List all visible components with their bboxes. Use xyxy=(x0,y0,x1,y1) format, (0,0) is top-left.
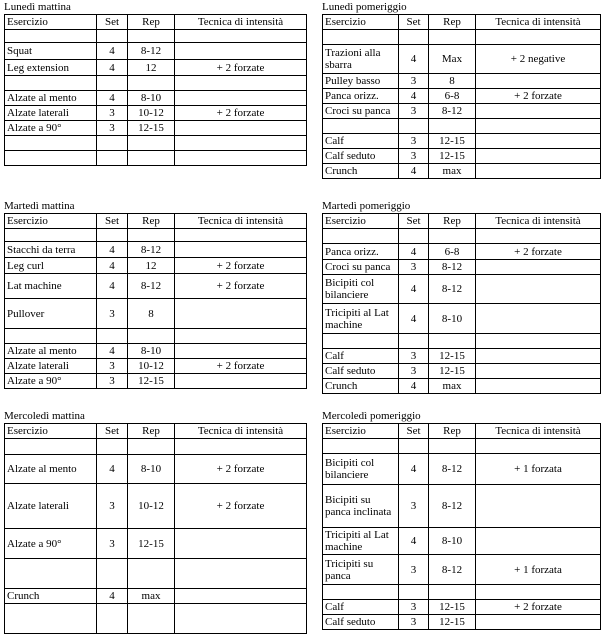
rep-cell: 12-15 xyxy=(429,615,476,630)
table-row xyxy=(5,299,307,329)
technique-cell: + 2 forzate xyxy=(175,106,307,121)
set-cell: 4 xyxy=(399,379,429,394)
header-esercizio: Esercizio xyxy=(5,15,97,30)
block-title: Lunedì pomeriggio xyxy=(322,1,407,13)
table-row xyxy=(323,260,601,275)
set-cell: 4 xyxy=(97,274,128,299)
rep-cell xyxy=(128,136,175,151)
table-row xyxy=(5,91,307,106)
exercise-cell xyxy=(5,151,97,166)
table-row xyxy=(5,484,307,529)
technique-cell: + 2 forzate xyxy=(476,89,601,104)
technique-cell xyxy=(476,528,601,555)
set-cell xyxy=(399,439,429,454)
table-row xyxy=(323,229,601,244)
rep-cell: 8-12 xyxy=(429,260,476,275)
table-row xyxy=(323,454,601,485)
set-cell: 4 xyxy=(97,589,128,604)
set-cell: 3 xyxy=(399,104,429,119)
technique-cell xyxy=(476,485,601,528)
technique-cell xyxy=(175,589,307,604)
header-set: Set xyxy=(399,424,429,439)
header-esercizio: Esercizio xyxy=(323,214,399,229)
exercise-cell: Bicipiti col bilanciere xyxy=(323,275,399,304)
header-rep: Rep xyxy=(128,15,175,30)
exercise-cell: Alzate al mento xyxy=(5,344,97,359)
table-row xyxy=(323,528,601,555)
exercise-cell: Crunch xyxy=(323,379,399,394)
set-cell xyxy=(399,119,429,134)
table-row xyxy=(323,364,601,379)
rep-cell: 12-15 xyxy=(128,529,175,559)
set-cell: 4 xyxy=(97,91,128,106)
workout-table xyxy=(4,14,307,166)
technique-cell xyxy=(175,299,307,329)
exercise-cell: Trazioni alla sbarra xyxy=(323,45,399,74)
exercise-cell: Bicipiti su panca inclinata xyxy=(323,485,399,528)
header-rep: Rep xyxy=(429,424,476,439)
table-row xyxy=(5,604,307,634)
set-cell: 4 xyxy=(399,164,429,179)
set-cell: 3 xyxy=(97,106,128,121)
set-cell: 3 xyxy=(97,484,128,529)
table-row xyxy=(5,136,307,151)
table-row xyxy=(5,439,307,455)
block-title: Mercoledì pomeriggio xyxy=(322,410,421,422)
rep-cell: 12-15 xyxy=(128,374,175,389)
rep-cell xyxy=(429,119,476,134)
table-row xyxy=(323,349,601,364)
rep-cell: 8-12 xyxy=(429,555,476,585)
rep-cell xyxy=(128,229,175,242)
exercise-cell xyxy=(5,439,97,455)
table-row xyxy=(323,244,601,260)
table-row xyxy=(323,585,601,600)
rep-cell: 8-12 xyxy=(429,104,476,119)
exercise-cell: Tricipiti su panca xyxy=(323,555,399,585)
workout-table xyxy=(322,213,601,394)
workout-table xyxy=(322,423,601,630)
rep-cell: 12-15 xyxy=(429,364,476,379)
table-row xyxy=(323,119,601,134)
technique-cell xyxy=(175,344,307,359)
rep-cell xyxy=(128,151,175,166)
table-row xyxy=(5,106,307,121)
set-cell xyxy=(97,439,128,455)
table-row xyxy=(5,242,307,258)
header-set: Set xyxy=(97,214,128,229)
rep-cell: 8-12 xyxy=(128,242,175,258)
rep-cell: 8-10 xyxy=(128,455,175,484)
technique-cell xyxy=(476,134,601,149)
technique-cell xyxy=(175,136,307,151)
header-tecnica: Tecnica di intensità xyxy=(476,15,601,30)
table-row xyxy=(323,304,601,334)
set-cell: 4 xyxy=(97,60,128,76)
exercise-cell: Alzate laterali xyxy=(5,359,97,374)
technique-cell: + 1 forzata xyxy=(476,555,601,585)
exercise-cell xyxy=(323,229,399,244)
table-row xyxy=(5,30,307,43)
rep-cell xyxy=(429,439,476,454)
exercise-cell xyxy=(5,229,97,242)
rep-cell: 12 xyxy=(128,258,175,274)
set-cell: 4 xyxy=(399,454,429,485)
rep-cell xyxy=(128,559,175,589)
technique-cell: + 2 forzate xyxy=(476,600,601,615)
exercise-cell: Leg extension xyxy=(5,60,97,76)
table-row xyxy=(5,229,307,242)
exercise-cell: Alzate al mento xyxy=(5,91,97,106)
technique-cell xyxy=(175,439,307,455)
set-cell: 3 xyxy=(399,555,429,585)
rep-cell: 8-12 xyxy=(128,43,175,60)
set-cell xyxy=(97,151,128,166)
rep-cell: 8-10 xyxy=(128,91,175,106)
technique-cell xyxy=(175,242,307,258)
exercise-cell xyxy=(323,334,399,349)
technique-cell: + 2 forzate xyxy=(175,274,307,299)
set-cell: 3 xyxy=(399,349,429,364)
exercise-cell: Lat machine xyxy=(5,274,97,299)
table-row xyxy=(323,334,601,349)
set-cell: 4 xyxy=(399,45,429,74)
exercise-cell: Alzate a 90° xyxy=(5,121,97,136)
technique-cell xyxy=(476,615,601,630)
exercise-cell: Crunch xyxy=(323,164,399,179)
rep-cell: 12-15 xyxy=(128,121,175,136)
exercise-cell: Calf xyxy=(323,600,399,615)
rep-cell: 8 xyxy=(429,74,476,89)
rep-cell: 12-15 xyxy=(429,134,476,149)
exercise-cell: Pulley basso xyxy=(323,74,399,89)
header-set: Set xyxy=(399,15,429,30)
technique-cell: + 2 forzate xyxy=(175,60,307,76)
header-rep: Rep xyxy=(128,214,175,229)
table-row xyxy=(323,555,601,585)
table-row xyxy=(323,104,601,119)
set-cell: 3 xyxy=(97,299,128,329)
header-row xyxy=(323,214,601,229)
rep-cell: max xyxy=(429,164,476,179)
header-tecnica: Tecnica di intensità xyxy=(175,214,307,229)
exercise-cell: Leg curl xyxy=(5,258,97,274)
rep-cell: 8-10 xyxy=(128,344,175,359)
table-row xyxy=(5,121,307,136)
rep-cell: 8-10 xyxy=(429,304,476,334)
rep-cell: 8-12 xyxy=(128,274,175,299)
block-title: Martedì pomeriggio xyxy=(322,200,411,212)
technique-cell: + 2 forzate xyxy=(175,484,307,529)
header-row xyxy=(323,424,601,439)
rep-cell: 8-10 xyxy=(429,528,476,555)
set-cell xyxy=(97,136,128,151)
exercise-cell: Alzate laterali xyxy=(5,484,97,529)
exercise-cell xyxy=(5,30,97,43)
workout-table xyxy=(322,14,601,179)
table-row xyxy=(323,485,601,528)
set-cell: 3 xyxy=(399,600,429,615)
technique-cell: + 2 forzate xyxy=(175,455,307,484)
rep-cell xyxy=(128,329,175,344)
exercise-cell: Stacchi da terra xyxy=(5,242,97,258)
exercise-cell: Alzate a 90° xyxy=(5,529,97,559)
set-cell xyxy=(97,229,128,242)
technique-cell xyxy=(476,349,601,364)
technique-cell xyxy=(476,104,601,119)
exercise-cell: Croci su panca xyxy=(323,104,399,119)
table-row xyxy=(5,258,307,274)
set-cell xyxy=(399,585,429,600)
table-row xyxy=(323,30,601,45)
header-esercizio: Esercizio xyxy=(5,214,97,229)
rep-cell: 10-12 xyxy=(128,106,175,121)
table-row xyxy=(5,43,307,60)
table-row xyxy=(5,151,307,166)
set-cell: 4 xyxy=(97,43,128,60)
header-tecnica: Tecnica di intensità xyxy=(175,424,307,439)
rep-cell xyxy=(429,585,476,600)
set-cell xyxy=(97,604,128,634)
exercise-cell: Bicipiti col bilanciere xyxy=(323,454,399,485)
technique-cell xyxy=(476,304,601,334)
table-row xyxy=(5,529,307,559)
header-esercizio: Esercizio xyxy=(323,15,399,30)
exercise-cell: Calf xyxy=(323,134,399,149)
technique-cell xyxy=(476,260,601,275)
rep-cell: 12-15 xyxy=(429,349,476,364)
block-title: Mercoledì mattina xyxy=(4,410,85,422)
technique-cell xyxy=(175,30,307,43)
table-row xyxy=(5,274,307,299)
exercise-cell: Crunch xyxy=(5,589,97,604)
exercise-cell xyxy=(5,604,97,634)
table-row xyxy=(323,89,601,104)
exercise-cell: Alzate a 90° xyxy=(5,374,97,389)
set-cell: 3 xyxy=(97,121,128,136)
header-tecnica: Tecnica di intensità xyxy=(476,424,601,439)
table-row xyxy=(5,359,307,374)
technique-cell xyxy=(476,379,601,394)
header-tecnica: Tecnica di intensità xyxy=(175,15,307,30)
rep-cell: 8-12 xyxy=(429,485,476,528)
table-row xyxy=(5,329,307,344)
rep-cell: 6-8 xyxy=(429,244,476,260)
set-cell xyxy=(97,329,128,344)
rep-cell: max xyxy=(128,589,175,604)
technique-cell xyxy=(175,151,307,166)
rep-cell xyxy=(128,439,175,455)
set-cell: 3 xyxy=(399,364,429,379)
set-cell: 3 xyxy=(97,529,128,559)
rep-cell xyxy=(128,604,175,634)
rep-cell xyxy=(128,76,175,91)
technique-cell xyxy=(175,559,307,589)
technique-cell xyxy=(175,229,307,242)
rep-cell: 10-12 xyxy=(128,484,175,529)
table-row xyxy=(323,439,601,454)
exercise-cell: Calf xyxy=(323,349,399,364)
technique-cell xyxy=(476,439,601,454)
set-cell: 3 xyxy=(399,260,429,275)
header-rep: Rep xyxy=(429,214,476,229)
set-cell xyxy=(97,559,128,589)
header-esercizio: Esercizio xyxy=(5,424,97,439)
rep-cell: 8 xyxy=(128,299,175,329)
exercise-cell: Calf seduto xyxy=(323,364,399,379)
exercise-cell xyxy=(5,559,97,589)
exercise-cell: Squat xyxy=(5,43,97,60)
table-row xyxy=(5,455,307,484)
table-row xyxy=(323,134,601,149)
rep-cell: Max xyxy=(429,45,476,74)
set-cell xyxy=(399,334,429,349)
technique-cell xyxy=(175,91,307,106)
header-set: Set xyxy=(97,15,128,30)
technique-cell xyxy=(175,529,307,559)
set-cell: 3 xyxy=(399,149,429,164)
technique-cell xyxy=(476,229,601,244)
set-cell: 4 xyxy=(97,455,128,484)
technique-cell xyxy=(476,119,601,134)
table-row xyxy=(323,275,601,304)
technique-cell: + 2 forzate xyxy=(175,258,307,274)
table-row xyxy=(323,149,601,164)
header-set: Set xyxy=(399,214,429,229)
rep-cell: 12-15 xyxy=(429,600,476,615)
rep-cell: 8-12 xyxy=(429,454,476,485)
set-cell: 4 xyxy=(399,244,429,260)
technique-cell xyxy=(476,334,601,349)
technique-cell xyxy=(476,74,601,89)
set-cell: 4 xyxy=(399,304,429,334)
header-tecnica: Tecnica di intensità xyxy=(476,214,601,229)
exercise-cell xyxy=(323,30,399,45)
workout-table xyxy=(4,213,307,389)
block-title: Lunedì mattina xyxy=(4,1,71,13)
exercise-cell xyxy=(323,439,399,454)
rep-cell: 12 xyxy=(128,60,175,76)
workout-table xyxy=(4,423,307,634)
rep-cell xyxy=(429,30,476,45)
technique-cell xyxy=(476,585,601,600)
set-cell xyxy=(399,229,429,244)
header-set: Set xyxy=(97,424,128,439)
table-row xyxy=(323,615,601,630)
technique-cell xyxy=(175,374,307,389)
technique-cell: + 1 forzata xyxy=(476,454,601,485)
rep-cell: max xyxy=(429,379,476,394)
exercise-cell: Pullover xyxy=(5,299,97,329)
rep-cell: 8-12 xyxy=(429,275,476,304)
set-cell: 3 xyxy=(399,134,429,149)
rep-cell: 6-8 xyxy=(429,89,476,104)
exercise-cell: Tricipiti al Lat machine xyxy=(323,528,399,555)
header-esercizio: Esercizio xyxy=(323,424,399,439)
table-row xyxy=(5,344,307,359)
table-row xyxy=(323,164,601,179)
rep-cell xyxy=(429,229,476,244)
table-row xyxy=(5,559,307,589)
technique-cell: + 2 negative xyxy=(476,45,601,74)
table-row xyxy=(5,60,307,76)
set-cell: 4 xyxy=(399,275,429,304)
technique-cell xyxy=(476,30,601,45)
table-row xyxy=(323,45,601,74)
technique-cell xyxy=(476,149,601,164)
header-row xyxy=(5,424,307,439)
technique-cell xyxy=(476,275,601,304)
technique-cell xyxy=(476,364,601,379)
technique-cell xyxy=(175,604,307,634)
exercise-cell xyxy=(323,119,399,134)
header-row xyxy=(5,214,307,229)
header-rep: Rep xyxy=(128,424,175,439)
table-row xyxy=(323,74,601,89)
header-rep: Rep xyxy=(429,15,476,30)
set-cell: 4 xyxy=(97,242,128,258)
set-cell: 3 xyxy=(97,374,128,389)
set-cell: 3 xyxy=(399,74,429,89)
exercise-cell: Calf seduto xyxy=(323,615,399,630)
set-cell: 4 xyxy=(97,258,128,274)
table-row xyxy=(5,589,307,604)
rep-cell xyxy=(128,30,175,43)
technique-cell xyxy=(476,164,601,179)
rep-cell: 12-15 xyxy=(429,149,476,164)
table-row xyxy=(323,600,601,615)
set-cell: 4 xyxy=(399,528,429,555)
set-cell: 3 xyxy=(399,485,429,528)
set-cell xyxy=(399,30,429,45)
table-row xyxy=(323,379,601,394)
block-title: Martedì mattina xyxy=(4,200,75,212)
exercise-cell xyxy=(5,136,97,151)
technique-cell xyxy=(175,329,307,344)
exercise-cell xyxy=(323,585,399,600)
exercise-cell xyxy=(5,76,97,91)
exercise-cell: Calf seduto xyxy=(323,149,399,164)
rep-cell xyxy=(429,334,476,349)
exercise-cell: Panca orizz. xyxy=(323,89,399,104)
header-row xyxy=(5,15,307,30)
set-cell: 4 xyxy=(399,89,429,104)
technique-cell xyxy=(175,121,307,136)
exercise-cell: Alzate al mento xyxy=(5,455,97,484)
rep-cell: 10-12 xyxy=(128,359,175,374)
table-row xyxy=(5,374,307,389)
exercise-cell: Panca orizz. xyxy=(323,244,399,260)
set-cell: 3 xyxy=(399,615,429,630)
technique-cell: + 2 forzate xyxy=(476,244,601,260)
header-row xyxy=(323,15,601,30)
exercise-cell: Alzate laterali xyxy=(5,106,97,121)
technique-cell xyxy=(175,76,307,91)
technique-cell xyxy=(175,43,307,60)
set-cell xyxy=(97,76,128,91)
technique-cell: + 2 forzate xyxy=(175,359,307,374)
exercise-cell: Tricipiti al Lat machine xyxy=(323,304,399,334)
set-cell: 4 xyxy=(97,344,128,359)
table-row xyxy=(5,76,307,91)
set-cell: 3 xyxy=(97,359,128,374)
exercise-cell xyxy=(5,329,97,344)
exercise-cell: Croci su panca xyxy=(323,260,399,275)
set-cell xyxy=(97,30,128,43)
